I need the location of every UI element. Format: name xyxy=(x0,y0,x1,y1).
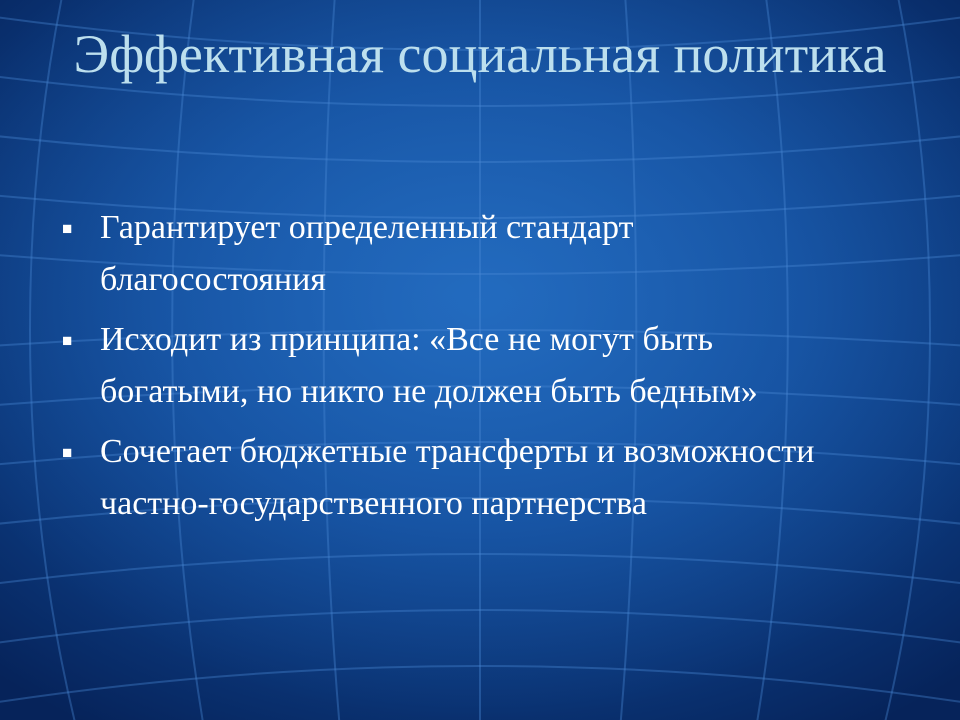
square-bullet-icon: ■ xyxy=(62,331,73,350)
square-bullet-icon: ■ xyxy=(62,219,73,238)
bullet-item xyxy=(58,202,858,306)
bullet-text: Гарантирует определенный стандарт благосостояния xyxy=(100,209,634,298)
bullet-text: Исходит из принципа: «Все не могут быть богатыми, но никто не должен быть бедным» xyxy=(100,321,758,410)
bullet-text: Сочетает бюджетные трансферты и возможности частно-государственного партнерства xyxy=(100,433,815,522)
bullet-list xyxy=(58,202,858,538)
bullet-item xyxy=(58,426,858,530)
square-bullet-icon: ■ xyxy=(62,443,73,462)
slide-title: Эффективная социальная политика xyxy=(73,24,887,84)
bullet-item xyxy=(58,314,858,418)
